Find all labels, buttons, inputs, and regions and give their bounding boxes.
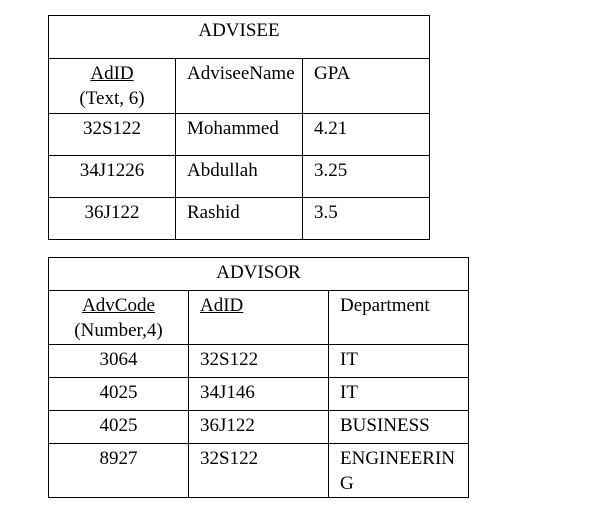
cell-adid: 34J146	[189, 378, 329, 411]
table-row	[49, 411, 469, 444]
advisee-table	[48, 15, 430, 240]
cell-advcode: 4025	[49, 411, 189, 444]
table-row	[49, 114, 430, 156]
table-header-row	[49, 291, 469, 345]
table-title-row	[49, 258, 469, 291]
header-department: Department	[329, 291, 469, 345]
cell-department: BUSINESS	[329, 411, 469, 444]
primary-key-label: AdID	[90, 63, 134, 84]
cell-gpa: 3.5	[303, 198, 430, 240]
table-title-row	[49, 16, 430, 59]
cell-gpa: 3.25	[303, 156, 430, 198]
cell-department: ENGINEERING	[329, 444, 469, 498]
table-row	[49, 444, 469, 498]
cell-name: Mohammed	[176, 114, 303, 156]
table-row	[49, 198, 430, 240]
cell-name: Abdullah	[176, 156, 303, 198]
cell-gpa: 4.21	[303, 114, 430, 156]
table-row	[49, 378, 469, 411]
cell-adid: 32S122	[189, 345, 329, 378]
advisor-table	[48, 257, 469, 498]
table-row	[49, 345, 469, 378]
table-row	[49, 156, 430, 198]
primary-key-label: AdvCode	[82, 295, 155, 316]
cell-advcode: 8927	[49, 444, 189, 498]
cell-adid: 32S122	[49, 114, 176, 156]
header-advisee-name: AdviseeName	[176, 59, 303, 114]
cell-adid: 36J122	[189, 411, 329, 444]
foreign-key-label: AdID	[200, 295, 244, 316]
field-type-label: (Number,4)	[74, 320, 163, 341]
header-adid	[49, 59, 176, 114]
cell-advcode: 4025	[49, 378, 189, 411]
advisee-title: ADVISEE	[49, 16, 430, 59]
cell-adid: 34J1226	[49, 156, 176, 198]
cell-adid: 32S122	[189, 444, 329, 498]
cell-adid: 36J122	[49, 198, 176, 240]
header-advcode	[49, 291, 189, 345]
table-header-row	[49, 59, 430, 114]
cell-department: IT	[329, 345, 469, 378]
advisor-title: ADVISOR	[49, 258, 469, 291]
cell-advcode: 3064	[49, 345, 189, 378]
cell-name: Rashid	[176, 198, 303, 240]
header-adid	[189, 291, 329, 345]
header-gpa: GPA	[303, 59, 430, 114]
cell-department: IT	[329, 378, 469, 411]
field-type-label: (Text, 6)	[79, 88, 145, 109]
